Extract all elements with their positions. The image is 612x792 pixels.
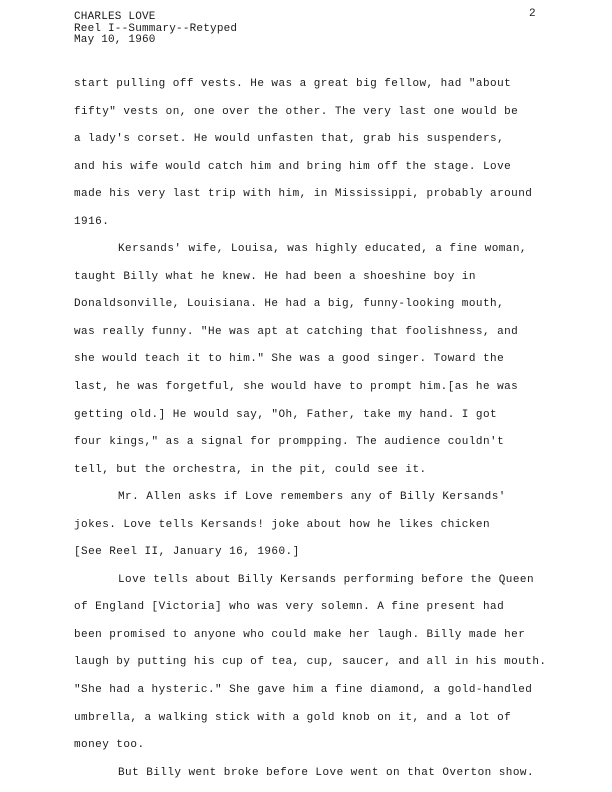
text-line: four kings," as a signal for prompping. The audience couldn't <box>74 436 505 449</box>
text-line: umbrella, a walking stick with a gold knob on it, and a lot of <box>74 711 512 724</box>
text-line: tell, but the orchestra, in the pit, could see it. <box>74 463 427 476</box>
text-line: getting old.] He would say, "Oh, Father, take my hand. I got <box>74 408 498 421</box>
text-line: been promised to anyone who could make her laugh. Billy made her <box>74 628 526 641</box>
text-line: Donaldsonville, Louisiana. He had a big, funny-looking mouth, <box>74 298 505 311</box>
text-line: [See Reel II, January 16, 1960.] <box>74 546 300 559</box>
text-line: money too. <box>74 739 145 752</box>
text-line: But Billy went broke before Love went on that Overton show. <box>118 766 535 779</box>
text-line: 1916. <box>74 215 110 228</box>
text-line: last, he was forgetful, she would have to prompt him.[as he was <box>74 381 519 394</box>
text-line: and his wife would catch him and bring him off the stage. Love <box>74 160 512 173</box>
text-line: Mr. Allen asks if Love remembers any of Billy Kersands' <box>118 491 506 504</box>
text-line: "She had a hysteric." She gave him a fine diamond, a gold-handled <box>74 684 533 697</box>
text-line: was really funny. "He was apt at catching that foolishness, and <box>74 325 519 338</box>
text-line: of England [Victoria] who was very solemn. A fine present had <box>74 601 505 614</box>
header-name: CHARLES LOVE <box>74 11 156 23</box>
text-line: start pulling off vests. He was a great big fellow, had "about <box>74 78 512 90</box>
text-line: she would teach it to him." She was a good singer. Toward the <box>74 353 505 366</box>
text-line: Kersands' wife, Louisa, was highly educated, a fine woman, <box>118 243 527 256</box>
header-date: May 10, 1960 <box>74 34 156 46</box>
document-header <box>74 12 237 47</box>
text-line: jokes. Love tells Kersands! joke about how he likes chicken <box>74 518 491 531</box>
body-text <box>74 71 554 787</box>
text-line: fifty" vests on, one over the other. The very last one would be <box>74 105 519 118</box>
text-line: a lady's corset. He would unfasten that, grab his suspenders, <box>74 133 505 146</box>
text-line: laugh by putting his cup of tea, cup, saucer, and all in his mouth. <box>74 656 547 669</box>
page-number: 2 <box>529 8 536 20</box>
text-line: taught Billy what he knew. He had been a shoeshine boy in <box>74 270 476 283</box>
text-line: made his very last trip with him, in Mississippi, probably around <box>74 188 533 201</box>
text-line: Love tells about Billy Kersands performing before the Queen <box>118 573 535 586</box>
header-reel: Reel I--Summary--Retyped <box>74 22 238 35</box>
